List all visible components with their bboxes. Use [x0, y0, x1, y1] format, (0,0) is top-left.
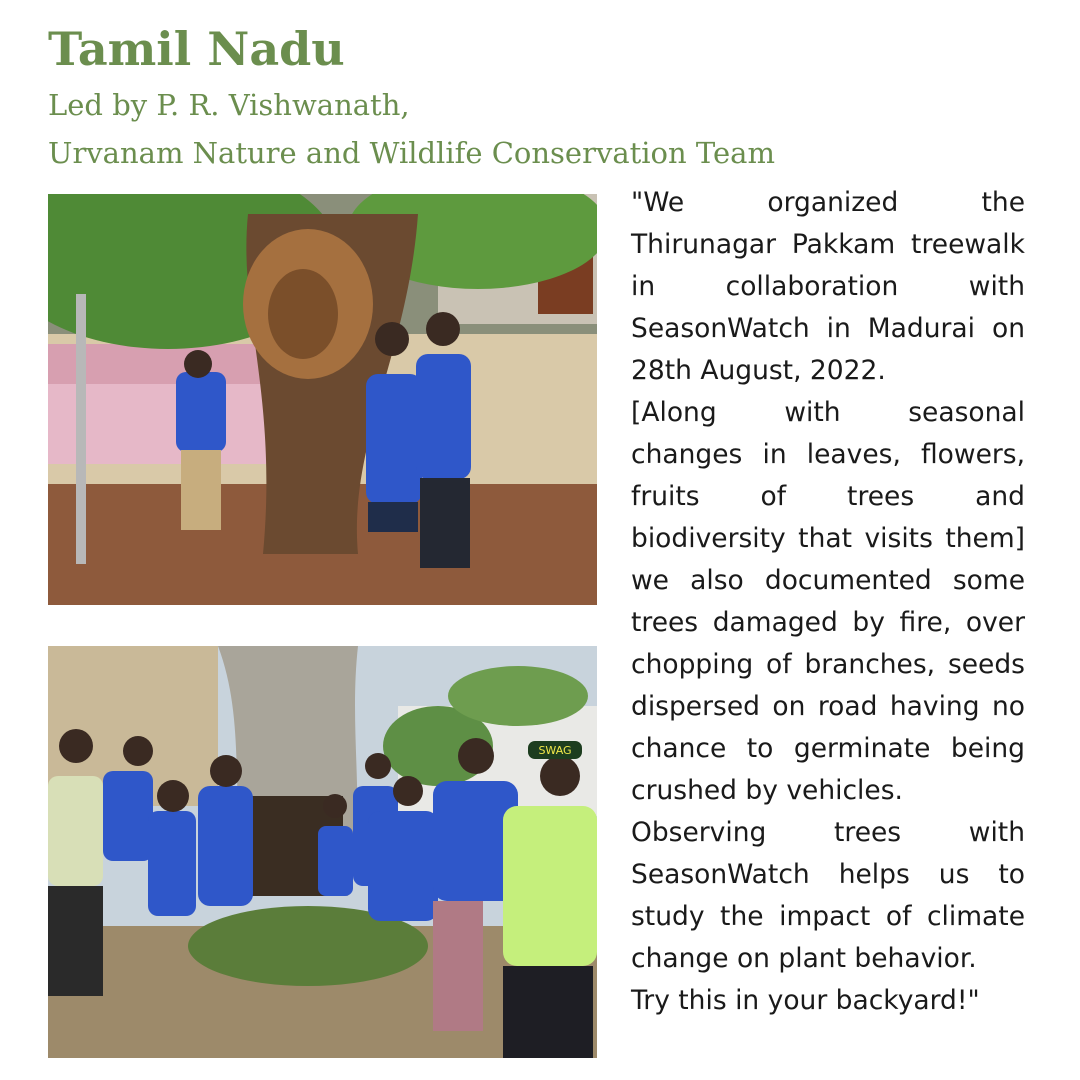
- cap-text: SWAG: [538, 744, 572, 757]
- photo-group: [48, 646, 597, 1058]
- subtitle-leader: Led by P. R. Vishwanath,: [48, 88, 410, 122]
- photo-group-illustration: [48, 646, 597, 1058]
- photo-tree-examination-illustration: [48, 194, 597, 605]
- subtitle-team: Urvanam Nature and Wildlife Conservation Team: [48, 136, 775, 170]
- quote-paragraph-cta: Try this in your backyard!": [631, 985, 980, 1016]
- quote-paragraph-event: "We organized the Thirunagar Pakkam treewalk in collaboration with SeasonWatch in Madurai on 28th August, 2022.: [631, 187, 1025, 386]
- quote-text: [631, 182, 1025, 1022]
- photo-tree-examination: [48, 194, 597, 605]
- quote-paragraph-observations: [Along with seasonal changes in leaves, flowers, fruits of trees and biodiversity that visits them] we also documented some trees damaged by fire, over chopping of branches, seeds dispersed on road having no chance to germinate being crushed by vehicles.: [631, 397, 1025, 806]
- quote-paragraph-purpose: Observing trees with SeasonWatch helps us to study the impact of climate change on plant behavior.: [631, 817, 1025, 974]
- page-title: Tamil Nadu: [48, 22, 345, 76]
